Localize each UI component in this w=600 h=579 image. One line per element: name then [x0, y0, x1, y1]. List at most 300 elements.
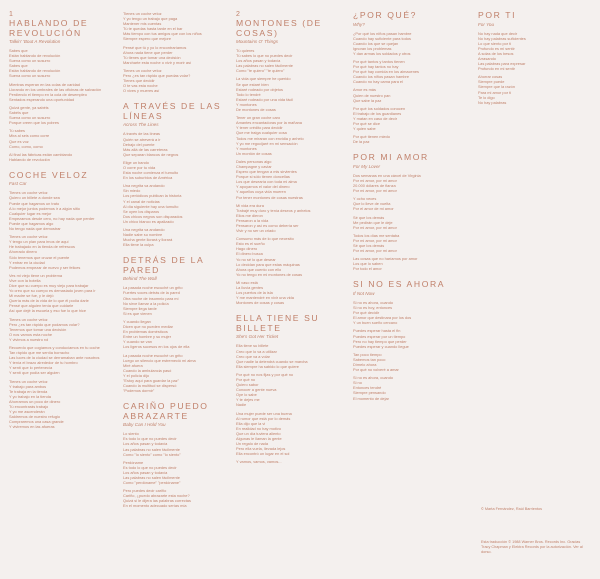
lyric-line: Nadie sabe su nombre — [123, 232, 163, 238]
lyric-line: Mientras esperan en las colas de caridad — [9, 81, 80, 87]
lyric-line: Quería más de la vida de lo que él podía darle — [9, 298, 89, 304]
lyric-line: Tienes un coche veloz — [9, 234, 48, 240]
lyric-line: Empezamos desde cero, no hay nada que perder — [9, 215, 95, 221]
song-1 — [9, 11, 119, 162]
lyric-line: Por qué decidir — [353, 310, 380, 316]
lyric-line: Suena como un susurro — [9, 58, 51, 64]
lyric-line: Esta noche comienza el tumulto — [123, 170, 179, 176]
lyric-line: Que me traiga cualquier cosa — [236, 130, 287, 136]
lyric-line: Los ligeros sucesos en los ojos de ella — [123, 344, 190, 350]
lyric-line: Suena como un susurro — [9, 73, 51, 79]
lyric-line: Y yo tengo un trabajo que paga — [123, 16, 178, 22]
song-title: MONTONES (DE COSAS) — [236, 18, 322, 38]
lyric-line: Yo no tengo en mi montones de cosas — [236, 271, 303, 277]
lyric-line: Por qué no — [236, 376, 256, 382]
lyric-line: Sentados esperando una oportunidad — [9, 96, 75, 102]
lyric-line: Una negrita va andando — [123, 183, 165, 189]
lyric-line: La vida que siempre he querido — [236, 76, 291, 82]
lyric-line: De la paz — [353, 139, 370, 145]
lyric-line: Por qué hay tantos no hay — [353, 64, 399, 70]
lyric-line: Las palabras para expresar — [478, 61, 526, 67]
lyric-line: No hay palabras — [478, 99, 507, 105]
lyric-line: Y quien sabe — [353, 126, 376, 132]
lyric-line: Un montón de cosas — [236, 150, 272, 156]
lyric-line: Por qué tienen miedo — [353, 134, 390, 140]
lyric-line: Montones de cosas y cosas — [236, 300, 285, 306]
song-10 — [353, 280, 464, 400]
lyric-line: Y un buen sueño cercano — [353, 320, 398, 326]
lyric-line: Y tener crédito para decidir — [236, 125, 283, 131]
lyric-line: 20.000 dólares de fianza — [353, 183, 396, 189]
lyric-line: Cariño, ¿puedo abrazarte esta noche? — [123, 493, 190, 499]
lyric-line: Como, como, como — [9, 143, 43, 149]
lyric-line: Por mi amor, por mi amor — [353, 188, 397, 194]
lyric-line: No sirve llamar a la policía — [123, 300, 169, 306]
lyric-line: Consumo más de lo que necesito — [236, 236, 294, 242]
lyric-line: Y sentí que podía ser alguien — [9, 370, 60, 376]
lyric-line: Dos semanas en una cárcel de Virginia — [353, 172, 421, 178]
lyric-line: No hay nada que decir — [478, 30, 518, 36]
lyric-line: Y tenía el brazo alrededor de tu hombro — [9, 360, 78, 366]
lyric-line: Una negrita va andando — [123, 227, 165, 232]
lyric-line: No hay palabras suficientes — [478, 35, 526, 41]
lyric-line: Más allá de las carreteras — [123, 146, 168, 152]
lyric-line: Que nadie la detendrá cuando se marcha — [236, 358, 308, 364]
lyric-line: En problemas domésticos — [123, 329, 168, 335]
lyric-line: Tenemos que tomar una decisión — [9, 326, 67, 332]
lyric-line: Elige un bando — [123, 159, 149, 165]
lyric-line: Sin miedo — [123, 188, 141, 194]
song-subtitle: For You — [478, 21, 495, 27]
lyric-line: Que un día tuviera aliento — [236, 430, 281, 436]
song-subtitle: Talkin' 'Bout A Revolution — [9, 39, 61, 44]
lyric-line: Dales personas algo — [236, 158, 272, 164]
lyric-line: Puedes esperar y cuando llegue — [353, 343, 409, 349]
lyric-line: Tú tienes que tomar una decisión — [123, 54, 181, 60]
lyric-line: Quizá si le dijera las palabras correctas — [123, 498, 191, 504]
lyric-line: Más tiempo con tus amigos que con los niños — [123, 31, 202, 37]
translator-note: © Marta Fernández, Raúl Barrientos — [481, 507, 543, 511]
lyric-line: Ella siempre ha sabido lo que quiere — [236, 363, 299, 369]
lyric-line: Las palabras no salen fácilmente — [123, 475, 180, 480]
lyric-line: Puede que hagamos algo — [9, 220, 54, 226]
lyric-line: Por el amor de mi amor — [353, 206, 394, 212]
lyric-line: O te vas esta noche — [123, 83, 158, 89]
lyric-line: Se oyen los disparos — [123, 208, 160, 214]
song-lyrics — [478, 31, 590, 105]
song-subtitle: Baby Can I Hold You — [123, 422, 166, 428]
lyric-line: Mi madre se fue, y le dejó — [9, 293, 54, 299]
lyric-line: En los suburbios de América — [123, 175, 173, 181]
lyric-line: Creo que va a volar — [236, 353, 270, 359]
lyric-line: Pero puedes decir cariño — [123, 488, 167, 494]
lyric-line: Trabajé muy duro y tenía deseos y anhelos — [236, 207, 311, 213]
song-subtitle: If Not Now — [353, 290, 375, 296]
lyric-line: Es todo lo que no puedes decir — [123, 436, 177, 442]
lyric-line: Todos me miraran con envidia y anhelo — [236, 135, 304, 141]
song-title: COCHE VELOZ — [9, 169, 89, 180]
lyric-line: Puede que hagamos un trato — [9, 200, 60, 206]
lyric-line: Un chico blanco es apalizado — [123, 218, 174, 224]
lyric-line: Por todo el amor — [353, 266, 382, 272]
lyric-line: Las palabras no salen fácilmente — [123, 446, 180, 452]
lyric-line: Me pedirán que le deje — [353, 219, 393, 225]
lyric-line: A solas de los besos — [478, 50, 514, 56]
lyric-line: Sólo tenemos que cruzar el puente — [9, 254, 70, 260]
lyric-line: Ahorrar cosas — [478, 74, 503, 80]
lyric-line: Tienes un coche veloz — [9, 378, 48, 384]
lyric-line: Tener un gran coche caro — [236, 115, 281, 121]
lyric-line: Hago dinero — [236, 246, 258, 252]
lyric-line: Tienes un coche veloz — [9, 316, 48, 322]
lyric-line: Al día siguiente hay una tumulto — [123, 203, 179, 209]
lyric-line: Nadie — [236, 402, 247, 408]
lyric-line: Que sabe la paz — [353, 97, 382, 103]
lyric-line: El amor que destinara por los dos — [353, 315, 412, 321]
column-4 — [353, 0, 464, 579]
lyric-line: Las cosas que no haríamos por amor — [353, 256, 418, 262]
lyric-line: Pero no hay tiempo que perder — [353, 338, 407, 344]
lyric-line: Mi vida era dura — [236, 202, 264, 208]
lyric-line: El momento de dejar — [353, 395, 389, 401]
lyric-line: No tengo nada que demostrar — [9, 226, 61, 232]
lyric-line: Tan poco tiempo — [353, 351, 382, 357]
lyric-line: Tienes un coche veloz — [123, 11, 162, 16]
lyric-line: Un regalo de nada — [236, 441, 269, 447]
lyric-line: Los años pasan y todavía — [123, 441, 168, 447]
song-subtitle: Why? — [353, 21, 365, 27]
song-lyrics — [353, 31, 464, 145]
song-subtitle: Fast Car — [9, 181, 27, 187]
lyric-line: Pensaron a la vida — [236, 217, 269, 223]
song-lyrics — [353, 173, 464, 272]
lyric-line: Tienes un coche veloz — [123, 67, 162, 73]
lyric-line: Arrasando — [478, 55, 496, 61]
lyric-line: Quiero un billete a donde sea — [9, 195, 60, 201]
lyric-line: Suena como un susurro — [9, 115, 51, 121]
lyric-line: Así que dejé la escuela y eso fue lo que hice — [9, 308, 86, 314]
lyric-line: Están hablando de revolución — [9, 53, 61, 59]
song-title: DETRÁS DE LA PARED — [123, 255, 204, 275]
lyric-line: Sabéis que — [9, 110, 29, 116]
lyric-line: Por tener montones de cosas nuestras — [236, 194, 303, 200]
lyric-line: Pero ¿es tan rápido que puedas volar? — [123, 73, 191, 79]
lyric-line: Y yo trabajo en la tienda — [9, 393, 51, 399]
lyric-line: Lo siento — [123, 431, 139, 437]
lyric-line: En el momento adecuado serías mía — [123, 503, 187, 509]
lyric-line: Y cuando llegan — [123, 318, 151, 324]
lyric-line: Mucha gente llorará y llorará — [123, 237, 173, 243]
lyric-line: Los periódicos publican la historia — [123, 193, 182, 199]
song-2 — [9, 171, 119, 430]
song-number: 2 — [236, 11, 241, 18]
lyric-line: Compraremos una casa grande — [9, 419, 64, 425]
lyric-line: Por qué no nos fijas y por qué no — [236, 371, 294, 377]
lyric-line: Yo creo que su cuerpo es demasiado joven para ir — [9, 288, 96, 294]
lyric-line: Oye lo sabe — [236, 392, 257, 398]
lyric-line: "Estoy aquí para guardar la paz" — [123, 377, 179, 383]
lyric-line: De montones de cosas — [236, 107, 276, 113]
song-8 — [353, 11, 464, 144]
lyric-line: Perdóname — [123, 459, 144, 465]
lyric-line: Tú sabes lo que no puedes decir — [236, 53, 293, 59]
song-subtitle: She's Got Her Ticket — [236, 334, 279, 340]
lyric-line: Por mi amor, por mi amor — [353, 248, 397, 254]
lyric-line: Porque si sólo tienen doncellas — [236, 174, 290, 180]
lyric-line: Dicen que no pueden mediar — [123, 324, 173, 330]
lyric-line: Ella tiene la culpa — [123, 242, 154, 248]
lyric-line: Sabes que — [9, 48, 28, 53]
lyric-line: Si no — [353, 380, 362, 386]
lyric-line: Yo no sé lo que desear — [236, 256, 276, 262]
lyric-line: Los que lo saben — [353, 261, 383, 267]
lyric-line: Y montones — [236, 101, 257, 107]
lyric-line: Amor es más — [353, 87, 376, 93]
lyric-line: Tienes un coche veloz — [9, 190, 48, 196]
lyric-line: Vive con la botella — [9, 277, 41, 283]
lyric-line: Entre un hombre y su mujer — [123, 334, 172, 340]
lyric-line: Te lo digo — [478, 94, 495, 100]
lyric-line: Dice que su cuerpo es muy viejo para trabajar — [9, 282, 89, 288]
lyric-line: Tú te quedas hasta tarde en el bar — [123, 26, 183, 32]
lyric-line: Y aquellos cuya vida mueren — [236, 189, 286, 195]
lyric-line: Como "te quiero" "te quiero" — [236, 68, 285, 74]
lyric-line: Tú quieres — [236, 48, 255, 53]
song-11 — [478, 11, 590, 105]
lyric-line: Quien de nuestro pan — [353, 92, 391, 98]
lyric-line: Todo lo tendré — [236, 91, 261, 97]
lyric-line: ¿Por qué los niños pasan hambre — [353, 30, 412, 36]
lyric-line: Perdiendo el tiempo en la cola de desempleo — [9, 91, 87, 97]
lyric-line: "Podemos dormir" — [123, 388, 155, 394]
lyric-line: Y cuando se van — [123, 339, 152, 345]
song-7 — [236, 314, 341, 464]
song-title: POR TI — [478, 10, 517, 20]
lyric-line: Quién se atreverá a ir — [123, 136, 161, 142]
lyric-line: Ves mi viejo tiene un problema — [9, 272, 62, 278]
song-title: HABLANDO DE REVOLUCIÓN — [9, 18, 89, 38]
lyric-line: Por mi amor, por mi amor — [353, 224, 397, 230]
lyric-line: Tú encontrarás trabajo — [9, 404, 49, 410]
copyright-credit: Esta traducción © 1988 Warner Bros. Records Inc. Gracias Tracy Chapman y Elektra Records por la autorización. Ver al dorso. — [481, 540, 583, 554]
lyric-line: Por qué tantos y tantos tienen — [353, 58, 405, 64]
lyric-line: Si es que vienen — [123, 310, 152, 316]
lyric-line: Por qué hay comida en los almacenes — [353, 69, 419, 75]
lyric-line: Por mi amor, por mi amor — [353, 237, 397, 243]
song-number: 1 — [9, 11, 14, 18]
lyric-line: Y sentí que lo pertenecía — [9, 365, 53, 371]
lyric-line: Ella dijo que la vi — [236, 420, 266, 426]
column-2 — [123, 0, 226, 579]
lyric-line: Debajo del puente — [123, 141, 155, 147]
lyric-line: Quizá gente, ya sabéis — [9, 104, 49, 110]
lyric-line: Si no es ahora, cuando — [353, 299, 394, 305]
lyric-line: Tienes que decidir — [123, 78, 155, 84]
lyric-line: Sabemos tan poco — [353, 356, 386, 362]
lyric-line: La lluvia gentes — [236, 285, 264, 291]
lyric-line: Podemos empezar de nuevo y ser felices — [9, 264, 81, 270]
lyric-line: Ahorramos un poco de dinero — [9, 398, 61, 404]
song-title: SI NO ES AHORA — [353, 279, 446, 290]
lyric-line: Que es voz — [9, 138, 29, 144]
lyric-line: Siempre llega tarde — [123, 305, 157, 311]
song-lyrics — [236, 48, 341, 305]
lyric-line: Tan rápido que me sentía borracho — [9, 350, 70, 356]
lyric-line: Como "perdóname" "perdóname" — [123, 480, 181, 486]
lyric-line: Entonces tendré — [353, 385, 382, 391]
lyric-line: Pensé que tú y yo lo encontraríamos — [123, 44, 187, 50]
lyric-line: O nos vamos esta noche — [9, 331, 53, 337]
lyric-line: Otra noche de insomnio para mí — [123, 295, 179, 301]
lyric-line: A través de las líneas — [123, 131, 160, 137]
lyric-line: Tú sabes — [9, 128, 26, 134]
lyric-line: Y el canal de noticias — [123, 198, 160, 204]
lyric-line: Miré afuera — [123, 362, 143, 368]
lyric-line: Mantener mis cuentas — [123, 21, 162, 27]
lyric-line: Amantes encantadoras por la mañana — [236, 120, 302, 126]
song-subtitle: Mountains O' Things — [236, 39, 278, 44]
lyric-line: Luego un silencio que estremeció mi alma — [123, 357, 196, 363]
lyric-line: Cuando los que se quejan — [353, 40, 399, 46]
lyric-line: Recuerdo que cogíamos y conducíamos en tu coche — [9, 345, 100, 350]
lyric-line: Pensé que alguien tenía que cuidarle — [9, 303, 74, 309]
lyric-line: Cuando hay suficiente para todos — [353, 35, 411, 41]
lyric-line: Siempre que la razón — [478, 84, 515, 90]
lyric-line: Y entrar en la ciudad — [9, 259, 45, 265]
lyric-line: O vives y mueres así — [123, 88, 160, 94]
lyric-line: Se que estaré bien — [236, 81, 269, 87]
lyric-line: Están hablando de revolución — [9, 68, 61, 74]
lyric-line: Cualquier lugar es mejor — [9, 210, 52, 216]
lyric-line: Sé que los demás — [353, 214, 385, 220]
lyric-line: Siempre espero que mejore — [123, 36, 172, 42]
lyric-line: Y me mantendré en vivir una vida — [236, 295, 294, 301]
song-5 — [123, 402, 226, 508]
song-title: A TRAVÉS DE LAS LÍNEAS — [123, 101, 222, 121]
lyric-line: La pasada noche escuché un grito — [123, 352, 183, 358]
lyric-line: Lo que siento por ti — [478, 40, 512, 46]
column-3 — [236, 0, 341, 579]
lyric-line: Mi vaso está — [236, 279, 258, 285]
lyric-line: El dinero busca — [236, 251, 263, 257]
lyric-line: Por mi amor, por mi amor — [353, 177, 397, 183]
lyric-line: Ignoran los problemas — [353, 45, 392, 51]
song-lyrics — [123, 131, 226, 247]
lyric-line: Los que desearía con toda mi alma — [236, 179, 297, 185]
lyric-line: Al rumor que está por lo demás — [236, 415, 291, 421]
lyric-line: Marcharte esta noche o vivir y morir así — [123, 59, 192, 65]
lyric-line: Cuando no hay cama para el — [353, 79, 403, 85]
lyric-line: Creo que lo va a utilizar — [236, 348, 277, 354]
lyric-line: Y ocho veces — [353, 196, 377, 202]
lyric-line: La pasada noche escuché un grito — [123, 285, 183, 291]
lyric-line: Ahorrado dinero — [9, 249, 37, 255]
column-1 — [9, 0, 119, 579]
lyric-line: Llorando en los umbrales de las oficinas de salvación — [9, 86, 102, 92]
lyric-line: Saldremos de nuestro refugio — [9, 414, 61, 420]
lyric-line: Quiero sabor — [236, 382, 259, 388]
song-lyrics — [123, 285, 226, 393]
lyric-line: Puedes esperar hasta el fin — [353, 328, 401, 334]
song-9 — [353, 153, 464, 271]
lyric-line: Al final las fábricas están cambiando — [9, 151, 73, 157]
song-4 — [123, 256, 226, 393]
lyric-line: Ella encontró un lugar en el sol — [236, 451, 290, 457]
lyric-line: Porque creen que los pobres — [9, 120, 59, 126]
song-lyrics — [123, 11, 226, 93]
lyric-line: Para mi amor por ti — [478, 89, 512, 95]
song-subtitle: For My Lover — [353, 163, 381, 169]
lyric-line: Pero ¿es tan rápido que podamos volar? — [9, 321, 80, 327]
song-lyrics — [236, 343, 341, 464]
lyric-line: Como "lo siento" como "lo siento" — [123, 451, 181, 457]
lyric-line: Sabes que — [9, 63, 28, 69]
song-subtitle: Across The Lines — [123, 122, 159, 128]
song-lyrics — [353, 300, 464, 401]
lyric-line: Sé que los demás — [353, 243, 385, 248]
lyric-line: Estaré rodeado por objetos — [236, 86, 283, 92]
lyric-line: Que lo lleve de vuelta — [353, 201, 391, 207]
lyric-line: Cuando la ambulancia pasó — [123, 367, 172, 373]
lyric-line: Vivir y no ser un criado — [236, 228, 276, 234]
song-lyrics — [9, 48, 119, 162]
lyric-line: Y vivimos a nuestro rol — [9, 336, 49, 342]
song-2-continued — [123, 11, 226, 93]
lyric-line: Te trabaja en la tienda — [9, 388, 48, 394]
song-6 — [236, 11, 341, 305]
lyric-line: Cuando la multitud se dispersó — [123, 383, 177, 389]
lyric-line: Ellos me dieron — [236, 212, 263, 218]
lyric-line: Y vamos, vamos, vamos... — [236, 459, 282, 465]
column-5 — [478, 0, 590, 579]
song-title: CARIÑO PUEDO ABRAZARTE — [123, 401, 209, 421]
lyric-line: Y te dejes me — [236, 397, 260, 403]
song-title: POR MI AMOR — [353, 152, 429, 163]
lyric-line: Que separan blancos de negros — [123, 151, 179, 157]
lyric-line: Pero ella vuela, llevada lejos — [236, 446, 286, 452]
lyric-line: Es todo lo que no puedes decir — [123, 464, 177, 470]
lyric-line: Si no es ahora, cuando — [353, 375, 394, 381]
lyric-line: Y el policía dijo — [123, 372, 150, 378]
lyric-line: Y matan en caso de decir — [353, 115, 398, 121]
lyric-line: Algunas le llaman la gente — [236, 436, 282, 441]
lyric-line: Todos los días me sentaba — [353, 232, 400, 238]
lyric-line: En realidad no hay motivo — [236, 425, 281, 431]
lyric-line: O corre por tu vida — [123, 164, 156, 170]
lyric-line: Fuertes voces detrás de la pared — [123, 290, 180, 296]
lyric-line: Esto es el sueño — [236, 241, 265, 247]
lyric-line: Los años pasan y todavía — [123, 469, 168, 475]
song-3 — [123, 102, 226, 247]
lyric-line: Y montones — [236, 145, 257, 151]
lyric-line: Y yo me ascenderán — [9, 409, 45, 415]
lyric-line: Cuando los niños pasan hambre — [353, 74, 410, 80]
lyric-line: Por qué no volveré a amar — [353, 367, 399, 373]
song-lyrics — [123, 431, 226, 508]
lyric-line: Hablando de revolución — [9, 156, 50, 162]
lyric-line: Las palabras no salen fácilmente — [236, 63, 293, 69]
lyric-line: Lo decidan para que estas máquinas — [236, 261, 300, 267]
lyric-line: Ahora que cuento con ello — [236, 266, 282, 272]
lyric-line: Mira al seis como corre — [9, 133, 50, 139]
lyric-line: Y dan armas los soldados y otros — [353, 50, 411, 56]
lyric-line: Conocer a gente nueva — [236, 387, 277, 393]
lyric-line: Profundo es mi sentir — [478, 45, 515, 51]
lyric-line: Ahora nada tiene que perder — [123, 49, 173, 55]
lyric-line: Si no es hoy, entonces — [353, 305, 393, 311]
lyric-line: Profundo en mi sentir — [478, 66, 515, 72]
lyric-line: Los años pasan y todavía — [236, 58, 281, 64]
